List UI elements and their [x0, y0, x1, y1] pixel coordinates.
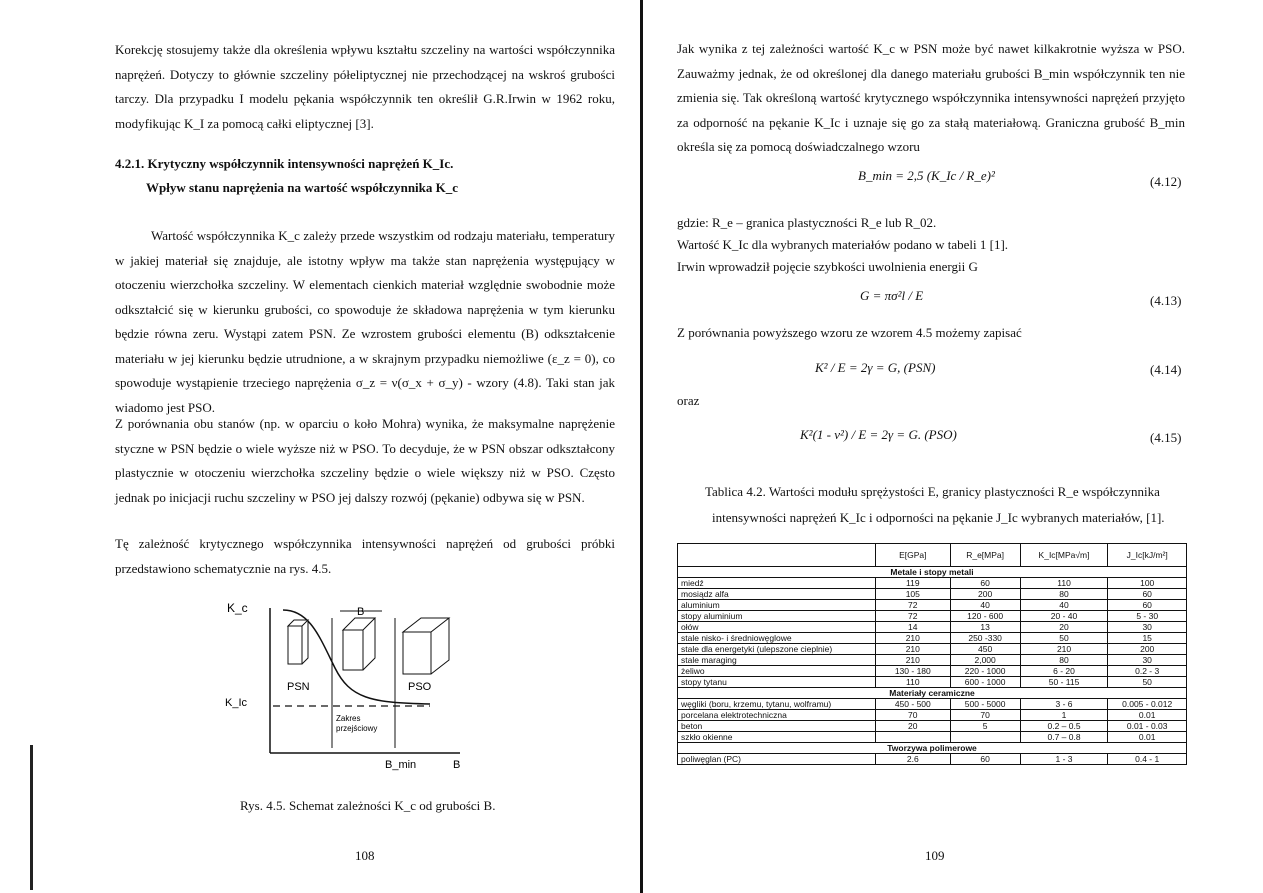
table-row [678, 754, 1187, 765]
right-paragraph-1: Jak wynika z tej zależności wartość K_c w PSN może być nawet kilkakrotnie wyższa w PSO. Zauważmy jednak, że od określonej dla danego materiału grubości B_min współczynnik ten nie zmienia się. Tak określoną wartość krytycznego współczynnika intensywności naprężeń przyjęto za odporność na pękanie K_Ic i uznaje się go za stałą materiałową. Graniczna grubość B_min określa się za pomocą doświadczalnego wzoru [677, 41, 1185, 154]
left-paragraph-2: Wartość współczynnika K_c zależy przede wszystkim od rodzaju materiału, temperatury w jakiej materiał się znajduje, ale istotny wpływ ma także stan naprężenia występujący w otoczeniu wierzchołka szczeliny. W elementach cienkich materiał względnie swobodnie może odkształcić się w kierunku grubości, co spowoduje że składowa naprężenia w tym kierunku będzie równa zeru. Wystąpi zatem PSN. Ze wzrostem grubości elementu (B) odkształcenie materiału w jej kierunku będzie utrudnione, a w skrajnym przypadku niemożliwe (ε_z = 0), co spowoduje wystąpienie trzeciego naprężenia σ_z = ν(σ_x + σ_y) - wzory (4.8). Taki stan jak wiadomo jest PSO. [115, 228, 615, 415]
table-cell-value: 5 [950, 721, 1020, 732]
table-cell-value [950, 732, 1020, 743]
table-cell-material: miedź [678, 578, 876, 589]
wartosc-line: Wartość K_Ic dla wybranych materiałów podano w tabeli 1 [1]. [677, 237, 1009, 252]
table-cell-value: 0.2 – 0.5 [1020, 721, 1108, 732]
figure-zone-label-1: Zakres [336, 714, 361, 723]
table-cell-value: 210 [876, 655, 951, 666]
table-cell-value: 40 [950, 600, 1020, 611]
table-cell-value: 70 [950, 710, 1020, 721]
table-cell-value: 130 - 180 [876, 666, 951, 677]
table-row [678, 732, 1187, 743]
table-cell-value: 200 [1108, 644, 1187, 655]
table-cell-value: 210 [1020, 644, 1108, 655]
table-cell-value [876, 732, 951, 743]
table-cell-value: 100 [1108, 578, 1187, 589]
table-group-row [678, 688, 1187, 699]
left-paragraph-4: Tę zależność krytycznego współczynnika intensywności naprężeń od grubości próbki przedstawiono schematycznie na rys. 4.5. [115, 536, 615, 576]
figure-y-label: K_c [227, 601, 248, 615]
table-cell-value: 0.7 – 0.8 [1020, 732, 1108, 743]
table-cell-value: 210 [876, 644, 951, 655]
page-number-left: 108 [355, 848, 375, 863]
section-heading-line2: Wpływ stanu naprężenia na wartość współczynnika K_c [146, 180, 459, 195]
table-cell-value: 2.6 [876, 754, 951, 765]
table-row [678, 622, 1187, 633]
table-cell-value: 5 - 30 [1108, 611, 1187, 622]
figure-caption: Rys. 4.5. Schemat zależności K_c od grubości B. [240, 798, 496, 813]
equation-4-15: K²(1 - ν²) / E = 2γ = G. (PSO) [800, 427, 957, 442]
table-cell-value: 0.4 - 1 [1108, 754, 1187, 765]
table-cell-value: 1 - 3 [1020, 754, 1108, 765]
left-paragraph-1: Korekcję stosujemy także dla określenia wpływu kształtu szczeliny na wartości współczynnika naprężeń. Dotyczy to głównie szczeliny półeliptycznej nie przechodzącej na wskroś grubości tarczy. Dla przypadku I modelu pękania współczynnik ten określił G.R.Irwin w 1962 roku, modyfikując K_I za pomocą całki eliptycznej [3]. [115, 42, 615, 131]
table-cell-material: stopy aluminium [678, 611, 876, 622]
table-cell-value: 2,000 [950, 655, 1020, 666]
table-header-kic: K_Ic[MPa√m] [1020, 544, 1108, 567]
table-header-material [678, 544, 876, 567]
table-row [678, 589, 1187, 600]
table-cell-value: 72 [876, 600, 951, 611]
table-cell-material: szkło okienne [678, 732, 876, 743]
table-cell-material: porcelana elektrotechniczna [678, 710, 876, 721]
table-cell-value: 50 - 115 [1020, 677, 1108, 688]
table-cell-value: 450 - 500 [876, 699, 951, 710]
table-cell-value: 500 - 5000 [950, 699, 1020, 710]
table-row [678, 644, 1187, 655]
oraz-line: oraz [677, 393, 700, 408]
equation-4-15-number: (4.15) [1150, 430, 1182, 445]
table-row [678, 578, 1187, 589]
table-row [678, 699, 1187, 710]
figure-bmin-label: B_min [385, 759, 417, 771]
table-cell-material: stale nisko- i średniowęglowe [678, 633, 876, 644]
table-cell-material: stale maraging [678, 655, 876, 666]
table-cell-value: 60 [1108, 589, 1187, 600]
table-cell-material: ołów [678, 622, 876, 633]
table-cell-value: 0.01 [1108, 710, 1187, 721]
table-cell-value: 0.2 - 3 [1108, 666, 1187, 677]
table-group-title: Metale i stopy metali [678, 567, 1187, 578]
table-cell-value: 30 [1108, 622, 1187, 633]
table-cell-material: stopy tytanu [678, 677, 876, 688]
porownanie-line: Z porównania powyższego wzoru ze wzorem 4.5 możemy zapisać [677, 325, 1022, 340]
table-cell-value: 60 [1108, 600, 1187, 611]
table-cell-material: poliwęglan (PC) [678, 754, 876, 765]
table-header-re: R_e[MPa] [950, 544, 1020, 567]
table-caption-line2: intensywności naprężeń K_Ic i odporności na pękanie J_Ic wybranych materiałów, [1]. [712, 510, 1165, 525]
table-row [678, 633, 1187, 644]
figure-psn-label: PSN [287, 681, 310, 693]
table-header-jic: J_Ic[kJ/m²] [1108, 544, 1187, 567]
table-cell-value: 105 [876, 589, 951, 600]
figure-b-label: B [357, 606, 365, 618]
irwin-line: Irwin wprowadził pojęcie szybkości uwolnienia energii G [677, 259, 978, 274]
table-cell-value: 0.01 - 0.03 [1108, 721, 1187, 732]
equation-4-14: K² / E = 2γ = G, (PSN) [815, 360, 936, 375]
table-caption-line1: Tablica 4.2. Wartości modułu sprężystości E, granicy plastyczności R_e współczynnika [705, 484, 1160, 499]
table-cell-value: 40 [1020, 600, 1108, 611]
table-header-e: E[GPa] [876, 544, 951, 567]
table-cell-value: 30 [1108, 655, 1187, 666]
equation-4-13-number: (4.13) [1150, 293, 1182, 308]
equation-4-13: G = πσ²l / E [860, 288, 924, 303]
table-cell-value: 72 [876, 611, 951, 622]
table-cell-material: żeliwo [678, 666, 876, 677]
table-cell-value: 14 [876, 622, 951, 633]
figure-pso-label: PSO [408, 681, 432, 693]
table-cell-value: 450 [950, 644, 1020, 655]
table-cell-value: 110 [876, 677, 951, 688]
table-cell-value: 50 [1108, 677, 1187, 688]
table-cell-material: mosiądz alfa [678, 589, 876, 600]
table-group-title: Tworzywa polimerowe [678, 743, 1187, 754]
table-cell-value: 3 - 6 [1020, 699, 1108, 710]
table-row [678, 710, 1187, 721]
table-cell-value: 20 - 40 [1020, 611, 1108, 622]
table-cell-value: 0.005 - 0.012 [1108, 699, 1187, 710]
table-cell-value: 60 [950, 578, 1020, 589]
table-cell-material: aluminium [678, 600, 876, 611]
figure-kic-label: K_Ic [225, 697, 248, 709]
equation-4-12: B_min = 2,5 (K_Ic / R_e)² [858, 168, 995, 183]
section-heading-line1: 4.2.1. Krytyczny współczynnik intensywności naprężeń K_Ic. [115, 156, 454, 171]
table-row [678, 655, 1187, 666]
equation-4-14-number: (4.14) [1150, 362, 1182, 377]
table-row [678, 600, 1187, 611]
table-row [678, 721, 1187, 732]
materials-table [677, 543, 1187, 765]
table-cell-material: węgliki (boru, krzemu, tytanu, wolframu) [678, 699, 876, 710]
table-row [678, 666, 1187, 677]
table-cell-value: 250 -330 [950, 633, 1020, 644]
table-cell-material: stale dla energetyki (ulepszone cieplnie) [678, 644, 876, 655]
table-cell-value: 60 [950, 754, 1020, 765]
table-cell-value: 70 [876, 710, 951, 721]
table-cell-value: 80 [1020, 589, 1108, 600]
table-cell-value: 119 [876, 578, 951, 589]
table-cell-value: 600 - 1000 [950, 677, 1020, 688]
figure-x-label: B [453, 759, 461, 771]
table-cell-value: 20 [876, 721, 951, 732]
table-cell-value: 200 [950, 589, 1020, 600]
figure-zone-label-2: przejściowy [336, 724, 378, 733]
table-cell-value: 0.01 [1108, 732, 1187, 743]
table-group-title: Materiały ceramiczne [678, 688, 1187, 699]
table-cell-value: 1 [1020, 710, 1108, 721]
table-cell-value: 50 [1020, 633, 1108, 644]
page-number-right: 109 [925, 848, 945, 863]
gdzie-line: gdzie: R_e – granica plastyczności R_e lub R_02. [677, 215, 937, 230]
table-row [678, 611, 1187, 622]
table-cell-value: 80 [1020, 655, 1108, 666]
table-cell-value: 120 - 600 [950, 611, 1020, 622]
table-cell-value: 6 - 20 [1020, 666, 1108, 677]
table-cell-value: 20 [1020, 622, 1108, 633]
table-group-row [678, 743, 1187, 754]
left-paragraph-3: Z porównania obu stanów (np. w oparciu o koło Mohra) wynika, że maksymalne naprężenie styczne w PSN będzie o wiele wyższe niż w PSO. To decyduje, że w PSN obszar odkształcony plastycznie w otoczeniu wierzchołka szczeliny będzie o wiele większy niż w PSO. Często jednak po inicjacji ruchu szczeliny w PSO jej dalszy rozwój (pękanie) odbywa się w PSN. [115, 416, 615, 505]
table-cell-material: beton [678, 721, 876, 732]
table-cell-value: 210 [876, 633, 951, 644]
table-cell-value: 15 [1108, 633, 1187, 644]
table-cell-value: 220 - 1000 [950, 666, 1020, 677]
table-cell-value: 13 [950, 622, 1020, 633]
table-group-row [678, 567, 1187, 578]
table-header-row [678, 544, 1187, 567]
equation-4-12-number: (4.12) [1150, 174, 1182, 189]
table-row [678, 677, 1187, 688]
table-cell-value: 110 [1020, 578, 1108, 589]
